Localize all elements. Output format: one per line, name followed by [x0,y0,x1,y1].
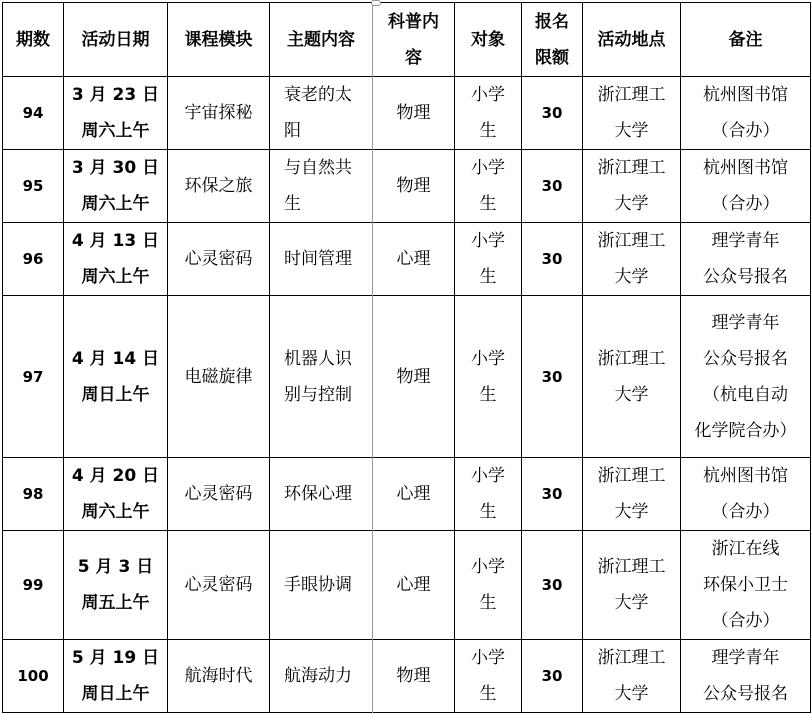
cell-audience: 小学 生 [455,296,522,458]
cell-period: 99 [3,531,64,640]
cell-note: 理学青年 公众号报名 [681,640,811,713]
cell-quota: 30 [522,150,583,223]
cell-theme: 手眼协调 [270,531,373,640]
cell-module: 心灵密码 [168,458,270,531]
cell-date: 5 月 19 日 周日上午 [64,640,168,713]
cell-audience: 小学 生 [455,640,522,713]
cell-date: 3 月 23 日 周六上午 [64,77,168,150]
cell-date: 5 月 3 日 周五上午 [64,531,168,640]
cell-note: 浙江在线 环保小卫士 （合办） [681,531,811,640]
column-resize-guide [372,0,373,713]
cell-date: 4 月 14 日 周日上午 [64,296,168,458]
cell-category: 物理 [373,150,455,223]
cell-quota: 30 [522,531,583,640]
header-period: 期数 [3,3,64,77]
table-row [3,458,811,531]
cell-module: 心灵密码 [168,531,270,640]
cell-period: 94 [3,77,64,150]
cell-audience: 小学 生 [455,458,522,531]
cell-category: 心理 [373,458,455,531]
table-row [3,77,811,150]
cell-location: 浙江理工 大学 [583,223,681,296]
cell-theme: 与自然共 生 [270,150,373,223]
cell-period: 100 [3,640,64,713]
cell-theme: 机器人识 别与控制 [270,296,373,458]
cell-audience: 小学 生 [455,531,522,640]
cell-category: 物理 [373,77,455,150]
cell-date: 4 月 20 日 周六上午 [64,458,168,531]
cell-date: 4 月 13 日 周六上午 [64,223,168,296]
cell-quota: 30 [522,77,583,150]
cell-audience: 小学 生 [455,150,522,223]
table-row [3,296,811,458]
cell-note: 杭州图书馆 （合办） [681,458,811,531]
cell-period: 96 [3,223,64,296]
cell-module: 心灵密码 [168,223,270,296]
cell-period: 98 [3,458,64,531]
cell-period: 95 [3,150,64,223]
table-row [3,223,811,296]
cell-module: 航海时代 [168,640,270,713]
header-note: 备注 [681,3,811,77]
cell-theme: 航海动力 [270,640,373,713]
cell-module: 宇宙探秘 [168,77,270,150]
cell-period: 97 [3,296,64,458]
table-header-row [3,3,811,77]
header-module: 课程模块 [168,3,270,77]
table-row [3,640,811,713]
header-date: 活动日期 [64,3,168,77]
header-category: 科普内 容 [373,3,455,77]
header-quota: 报名 限额 [522,3,583,77]
header-theme: 主题内容 [270,3,373,77]
cell-audience: 小学 生 [455,77,522,150]
cell-quota: 30 [522,640,583,713]
cell-location: 浙江理工 大学 [583,150,681,223]
cell-note: 理学青年 公众号报名 （杭电自动 化学院合办） [681,296,811,458]
cell-quota: 30 [522,458,583,531]
cell-note: 理学青年 公众号报名 [681,223,811,296]
cell-location: 浙江理工 大学 [583,640,681,713]
cell-location: 浙江理工 大学 [583,296,681,458]
cell-theme: 衰老的太 阳 [270,77,373,150]
table-row [3,531,811,640]
cell-quota: 30 [522,296,583,458]
cell-quota: 30 [522,223,583,296]
activity-schedule-table [2,2,811,713]
header-audience: 对象 [455,3,522,77]
cell-category: 物理 [373,296,455,458]
cell-location: 浙江理工 大学 [583,458,681,531]
cell-note: 杭州图书馆 （合办） [681,150,811,223]
cell-module: 电磁旋律 [168,296,270,458]
cell-note: 杭州图书馆 （合办） [681,77,811,150]
cell-date: 3 月 30 日 周六上午 [64,150,168,223]
cell-location: 浙江理工 大学 [583,77,681,150]
cell-category: 心理 [373,531,455,640]
header-location: 活动地点 [583,3,681,77]
cell-theme: 环保心理 [270,458,373,531]
cell-category: 心理 [373,223,455,296]
cell-audience: 小学 生 [455,223,522,296]
cell-module: 环保之旅 [168,150,270,223]
cell-theme: 时间管理 [270,223,373,296]
cell-location: 浙江理工 大学 [583,531,681,640]
cell-category: 物理 [373,640,455,713]
table-row [3,150,811,223]
table-move-handle[interactable] [371,0,381,6]
